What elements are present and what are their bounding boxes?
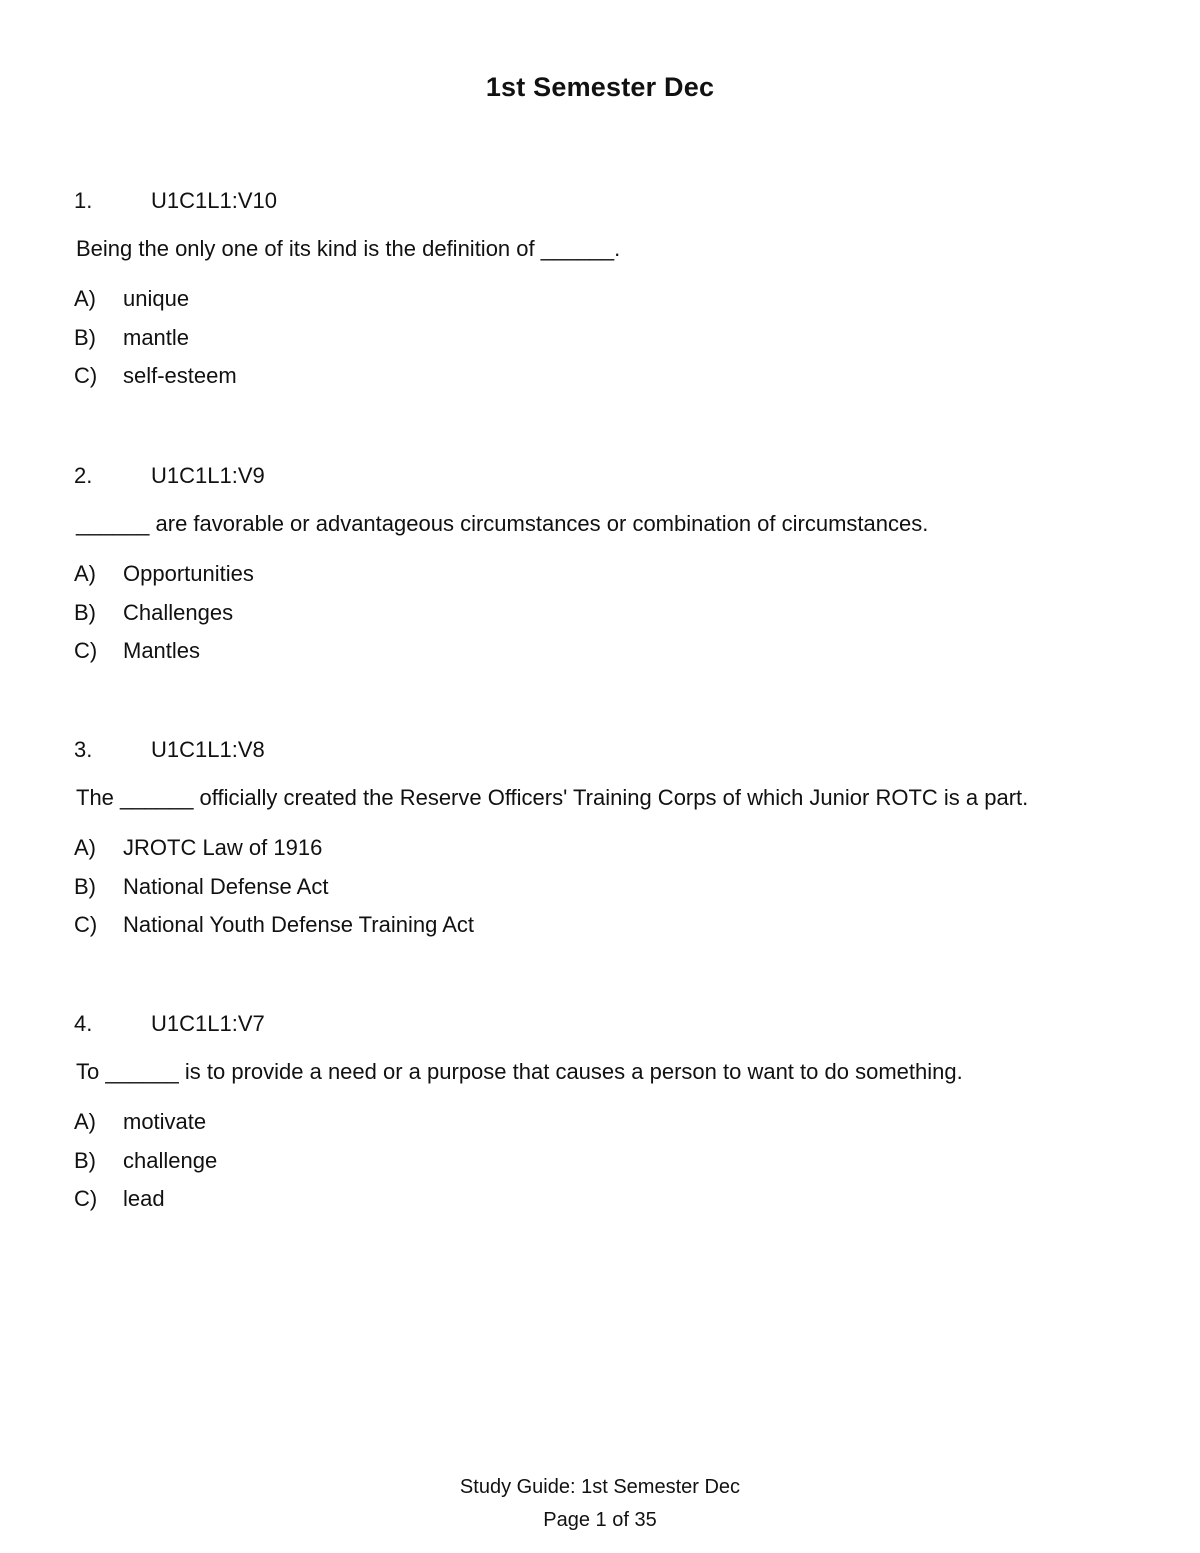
answer-option-c [74,362,1134,401]
footer-page-number: Page 1 of 35 [543,1509,657,1531]
answer-option-b [74,599,1134,638]
question-code: U1C1L1:V9 [151,463,265,488]
question-header [74,736,1134,764]
option-text: Challenges [123,599,234,625]
question-1 [74,187,1134,401]
question-code: U1C1L1:V10 [151,188,277,213]
option-letter: B) [74,1147,96,1173]
option-letter: C) [74,638,98,663]
question-3 [74,736,1134,950]
option-text: Mantles [123,638,201,663]
question-2 [74,462,1134,676]
question-text: ______ are favorable or advantageous circumstances or combination of circumstances. [76,511,929,536]
question-number: 3. [74,737,93,762]
option-text: mantle [123,324,190,350]
option-text: National Youth Defense Training Act [123,912,475,937]
question-code: U1C1L1:V7 [151,1011,265,1036]
question-header [74,462,1134,490]
answer-option-c [74,1185,1134,1224]
answer-options [74,834,1134,950]
option-letter: B) [74,599,96,625]
question-number: 4. [74,1011,93,1036]
answer-option-b [74,873,1134,912]
option-letter: B) [74,873,96,899]
answer-option-b [74,1147,1134,1186]
option-text: National Defense Act [123,873,329,899]
option-text: self-esteem [123,363,237,388]
option-text: unique [123,286,190,311]
question-4 [74,1010,1134,1224]
answer-option-c [74,911,1134,950]
question-header [74,187,1134,215]
question-number: 1. [74,188,93,213]
question-text: Being the only one of its kind is the definition of ______. [76,236,621,261]
question-number: 2. [74,463,93,488]
answer-option-b [74,324,1134,363]
option-letter: A) [74,286,96,311]
option-letter: A) [74,1109,96,1134]
answer-option-c [74,637,1134,676]
question-code: U1C1L1:V8 [151,737,265,762]
option-letter: C) [74,1186,98,1211]
option-letter: A) [74,835,96,860]
question-text: To ______ is to provide a need or a purpose that causes a person to want to do something. [76,1059,963,1084]
option-text: challenge [123,1147,218,1173]
footer-guide-title: Study Guide: 1st Semester Dec [459,1476,741,1498]
option-text: Opportunities [123,561,254,586]
option-text: motivate [123,1109,207,1134]
answer-options [74,1108,1134,1224]
option-text: lead [123,1186,165,1211]
option-letter: C) [74,363,98,388]
page-title: 1st Semester Dec [485,72,715,102]
option-letter: A) [74,561,96,586]
answer-options [74,560,1134,676]
question-header [74,1010,1134,1038]
answer-option-a [74,1108,1134,1147]
option-text: JROTC Law of 1916 [123,835,323,860]
option-letter: C) [74,912,98,937]
option-letter: B) [74,324,96,350]
answer-options [74,285,1134,401]
answer-option-a [74,285,1134,324]
question-text: The ______ officially created the Reserve Officers' Training Corps of which Junior ROTC is a part. [76,785,1029,810]
answer-option-a [74,560,1134,599]
answer-option-a [74,834,1134,873]
